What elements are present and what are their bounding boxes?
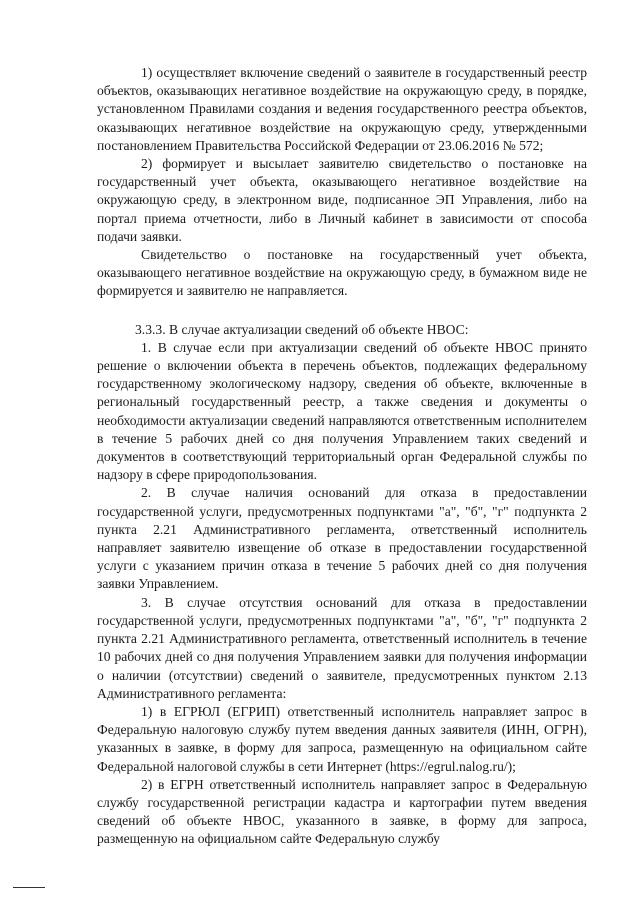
paragraph-subitem-egrn: 2) в ЕГРН ответственный исполнитель направляет запрос в Федеральную службу государственной регистрации кадастра и картографии путем введения сведений об объекте НВОС, указанного в заявке, в форму для запроса, размещенную на официальном сайте Федеральную службу: [97, 776, 587, 847]
paragraph-item-2: 2. В случае наличия оснований для отказа в предоставлении государственной услуги, предусмотренных подпунктами "а", "б", "г" подпункта 2 пункта 2.21 Административного регламента, ответственный исполнитель направляет заявителю извещение об отказе в предоставлении государственной услуги с указанием причин отказа в течение 5 рабочих дней со дня получения заявки Управлением.: [97, 485, 587, 592]
paragraph-subitem-egrul: 1) в ЕГРЮЛ (ЕГРИП) ответственный исполнитель направляет запрос в Федеральную налоговую службу путем введения данных заявителя (ИНН, ОГРН), указанных в заявке, в форму для запроса, размещенную на официальном сайте Федеральной налоговой службы в сети Интернет (https://egrul.nalog.ru/);: [97, 703, 587, 774]
footnote-separator: [13, 887, 45, 888]
paragraph-registry-inclusion: 1) осуществляет включение сведений о заявителе в государственный реестр объектов, оказывающих негативное воздействие на окружающую среду, в порядке, установленном Правилами создания и ведения государственного реестра объектов, оказывающих негативное воздействие на окружающую среду, утвержденными постановлением Правительства Российской Федерации от 23.06.2016 № 572;: [97, 65, 587, 153]
document-page: [97, 64, 587, 849]
paragraph-item-3: 3. В случае отсутствия оснований для отказа в предоставлении государственной услуги, предусмотренных подпунктами "а", "б", "г" подпункта 2 пункта 2.21 Административного регламента, ответственный исполнитель в течение 10 рабочих дней со дня получения Управлением заявки для получения информации о наличии (отсутствии) сведений о заявителе, предусмотренных пунктом 2.13 Административного регламента:: [97, 594, 587, 701]
paragraph-certificate-paper: Свидетельство о постановке на государственный учет объекта, оказывающего негативное воздействие на окружающую среду, в бумажном виде не формируется и заявителю не направляется.: [97, 247, 587, 299]
paragraph-certificate-issue: 2) формирует и высылает заявителю свидетельство о постановке на государственный учет объекта, оказывающего негативное воздействие на окружающую среду, в электронном виде, подписанное ЭП Управления, либо на портал приема отчетности, либо в Личный кабинет в зависимости от способа подачи заявки.: [97, 156, 587, 244]
section-heading-3-3-3: 3.3.3. В случае актуализации сведений об объекте НВОС:: [135, 321, 469, 337]
paragraph-item-1: 1. В случае если при актуализации сведений об объекте НВОС принято решение о включении объекта в перечень объектов, подлежащих федеральному государственному экологическому надзору, сведения об объекте, включенные в региональный государственный реестр, а также сведения и документы о необходимости актуализации сведений направляются ответственным исполнителем в течение 5 рабочих дней со дня получения Управлением таких сведений и документов в соответствующий территориальный орган Федеральной службы по надзору в сфере природопользования.: [97, 339, 587, 483]
